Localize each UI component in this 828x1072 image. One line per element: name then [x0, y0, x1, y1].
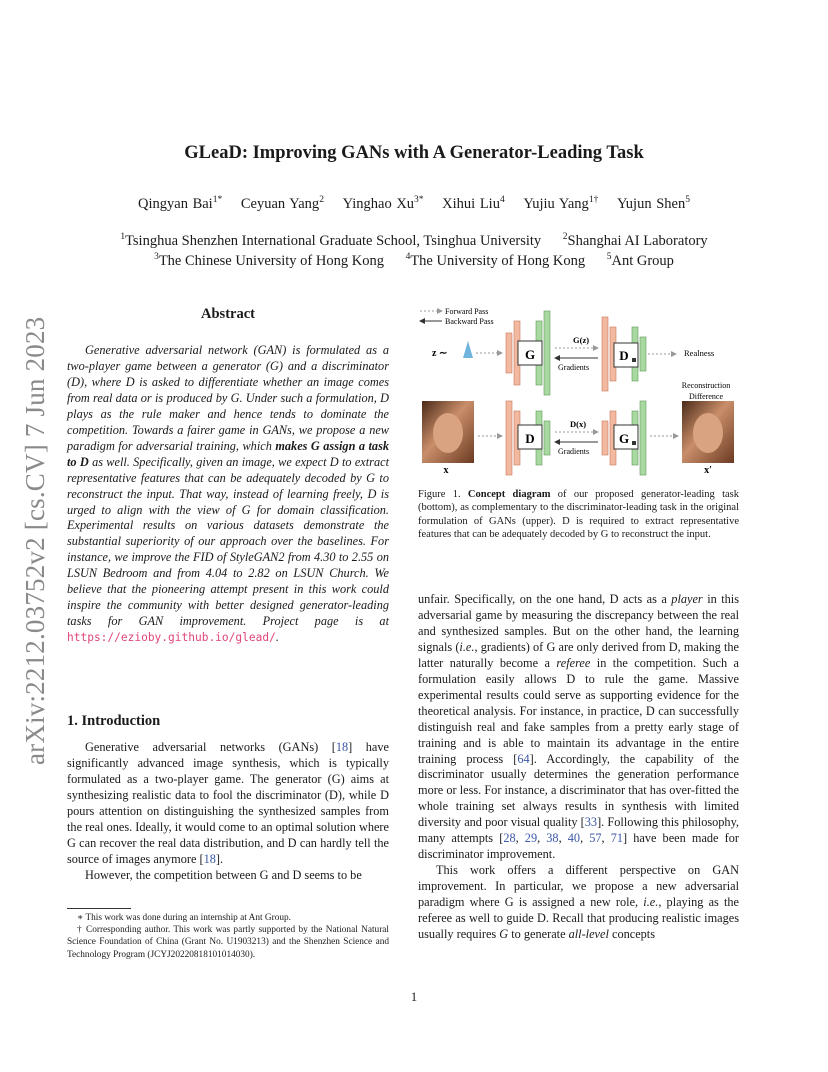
author: Yujun Shen$^5$ [616, 195, 690, 212]
reconstruction-label: Reconstruction [681, 381, 731, 390]
affiliation: $^3$The Chinese University of Hong Kong [154, 252, 384, 269]
affiliation: $^2$Shanghai AI Laboratory [562, 232, 708, 249]
footnote: † Corresponding author. This work was partly supported by the National Natural Science Foundation of China (Grant No. U1903213) and the Shenzhen Science and Technology Program (JCYJ20220818101014030). [67, 925, 389, 960]
backward-pass-legend-label: Backward Pass [445, 317, 494, 326]
input-face-image [422, 401, 474, 463]
citation-link[interactable]: 71 [610, 831, 624, 846]
footnote: ∗ This work was done during an internship at Ant Group. [77, 913, 292, 923]
lock-icon [632, 441, 636, 445]
x-prime-label: x′ [704, 465, 712, 476]
citation-link[interactable]: 38 [546, 831, 559, 846]
right-column-body: unfair. Specifically, on the one hand, D acts as a player in this adversarial game by measuring the discrepancy between the real and synthesized samples. But on the other hand, the learning signals (i.e., gradients) of G are only derived from D, making the latter naturally become a referee in the competition. Such a formulation easily allows D to rule the game. Massive experimental results could serve as supporting evidence for the theoretical analysis. For instance, in practice, D can successfully distinguish real and fake samples from a pretty early stage of training and is able to maintain its advantage in the entire training process [64]. Accordingly, the capability of the discriminator usually determines the generation performance more or less. For instance, a discriminator that has over-fitted the whole training set always results in synthesis with limited diversity and poor visual quality [33]. Following this philosophy, many attempts [28, 29, 38, 40, 57, 71] have been made for discriminator improvement. This work offers a different perspective on GAN improvement. In particular, we propose a new adversarial paradigm where G is assigned a new role, i.e., playing as the referee as well to guide D. Recall that producing realistic images usually requires G to generate all-level concepts [418, 592, 740, 942]
forward-pass-legend-label: Forward Pass [445, 307, 489, 316]
citation-link[interactable]: 33 [584, 815, 598, 830]
arxiv-identifier: arXiv:2212.03752v2 [cs.CV] 7 Jun 2023 [20, 316, 50, 765]
generator-block-top [506, 311, 550, 395]
author: Ceyuan Yang$^2$ [240, 195, 324, 212]
discriminator-label: D [619, 348, 629, 363]
page-number: 1 [410, 990, 418, 1004]
affiliation: $^1$Tsinghua Shenzhen International Graduate School, Tsinghua University [120, 232, 542, 249]
citation-link[interactable]: 40 [567, 831, 581, 846]
discriminator-block-top [602, 317, 646, 391]
gz-label: G(z) [573, 335, 590, 345]
abstract-emphasis: makes G assign a task to D [67, 438, 390, 469]
author: Yinghao $Xu^{3*}$ [342, 195, 424, 212]
generator-label: G [524, 347, 536, 362]
gaussian-icon [463, 341, 473, 358]
author: Yujiu Yang$^{1\dagger}$ [523, 195, 599, 212]
abstract-heading: Abstract [201, 306, 255, 322]
lock-icon [632, 358, 636, 362]
section-heading-introduction: 1. Introduction [67, 713, 161, 729]
author: Qingyan Bai$^{1*}$ [138, 195, 223, 212]
citation-link[interactable]: 29 [524, 831, 538, 846]
generator-block-bottom [602, 401, 646, 475]
affiliation: $^5$Ant Group [606, 252, 674, 269]
author: Xihui Liu$^4$ [442, 195, 505, 212]
figure-caption: Figure 1. Concept diagram of our proposed generator-leading task (bottom), as complementary to the discriminator-leading task in the original formulation of GANs (upper). D is required to extract representative features that can be adequately decoded by G to reconstruct the input. [418, 489, 740, 541]
citation-link[interactable]: 28 [503, 831, 516, 846]
reconstructed-face-image [682, 401, 734, 463]
difference-label: Difference [688, 392, 724, 401]
abstract-body: Generative adversarial network (GAN) is formulated as a two-player game between a generator (G) and a discriminator (D), where D is asked to differentiate whether an image comes from real data or is produced by G. Under such a formulation, D plays as the rule maker and hence tends to dominate the competition. Towards a fairer game in GANs, we propose a new paradigm for adversarial training, which makes G assign a task to D as well. Specifically, given an image, we expect D to extract representative features that can be adequately decoded by G to reconstruct the input. That way, instead of learning freely, D is urged to align with the view of G for domain classification. Experimental results on various datasets demonstrate the substantial superiority of our approach over the baselines. For instance, we improve the FID of StyleGAN2 from 4.30 to 2.55 on LSUN Bedroom and from 4.04 to 2.82 on LSUN Church. We believe that the pioneering attempt present in this work could inspire the community with better designed generator-leading tasks for GAN improvement. Project page is at https://ezioby.github.io/glead/. [67, 343, 390, 645]
project-url-link[interactable]: https://ezioby.github.io/glead/ [67, 631, 276, 645]
gradients-label: Gradients [558, 363, 590, 372]
introduction-body: Generative adversarial networks (GANs) [18] have significantly advanced image synthesis, which is typically formulated as a two-player game. The generator (G) aims at synthesizing realistic data to fool the discriminator (D), while D pours attention on distinguishing the synthesized samples from the real ones. Ideally, it would come to an optimal solution where G can recover the real data distribution, and D can hardly tell the source of images anymore [18]. However, the competition between G and D seems to be [67, 740, 389, 882]
paper-title: GLeaD: Improving GANs with A Generator-Leading Task [184, 143, 644, 163]
discriminator-block-bottom [506, 401, 550, 475]
citation-link[interactable]: 18 [335, 740, 349, 754]
dx-label: D(x) [570, 419, 587, 429]
affiliations-line-2 [0, 252, 828, 270]
citation-link[interactable]: 57 [589, 831, 602, 846]
footnotes [67, 912, 389, 961]
affiliations-line-1 [0, 232, 828, 250]
author-list [0, 195, 828, 213]
footnote-rule [67, 908, 131, 909]
concept-diagram-figure [418, 303, 739, 483]
citation-link[interactable]: 64 [517, 751, 530, 766]
gradients-label: Gradients [558, 447, 590, 456]
realness-label: Realness [684, 348, 715, 358]
x-label: x [443, 465, 449, 476]
citation-link[interactable]: 18 [203, 851, 216, 866]
discriminator-label: D [525, 431, 535, 446]
generator-label: G [618, 431, 630, 446]
affiliation: $^4$The University of Hong Kong [405, 252, 586, 269]
z-label: z ∼ [432, 348, 448, 359]
